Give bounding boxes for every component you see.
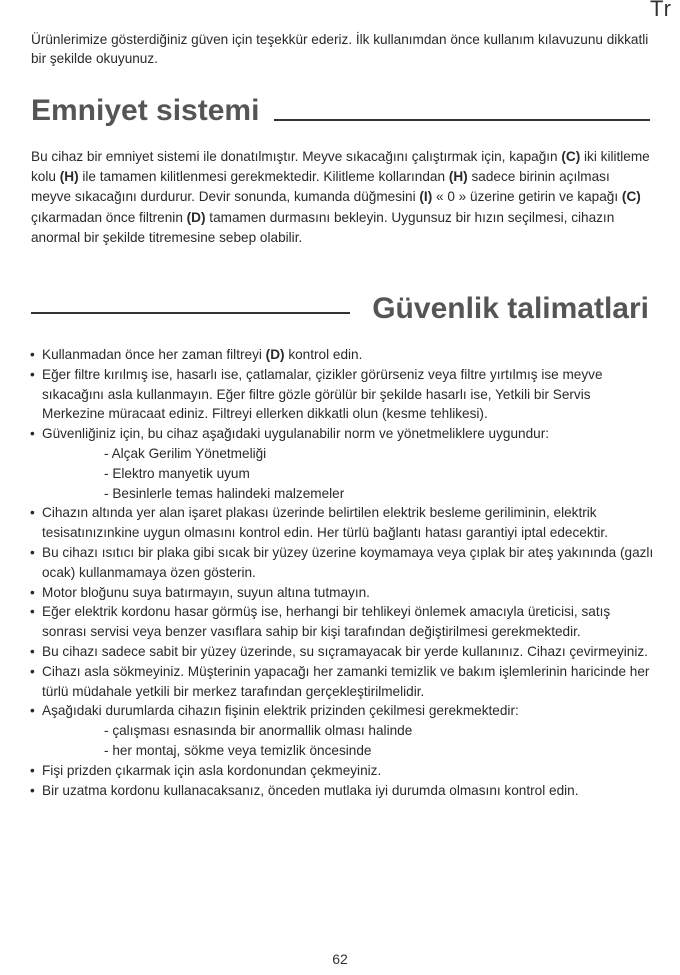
list-item: • Bu cihazı sadece sabit bir yüzey üzerinde, su sıçramayacak bir yerde kullanınız. Cihazı çevirmeyiniz. bbox=[31, 642, 656, 662]
list-item: • Eğer elektrik kordonu hasar görmüş ise, herhangi bir tehlikeyi önlemek amacıyla üreticisi, satış sonrası servisi veya benzer vasıflara sahip bir kişi tarafından değiştirilmesi gerekmektedir. bbox=[30, 604, 611, 640]
bullet: • bbox=[30, 347, 35, 362]
list-item: • Güvenliğiniz için, bu cihaz aşağıdaki uygulanabilir norm ve yönetmeliklere uygundur: - Alçak Gerilim Yönetmeliği - Elektro manyetik uyum - Besinlerle temas halindeki malzemeler bbox=[31, 424, 656, 503]
bullet: • bbox=[30, 544, 35, 560]
list-item: • Kullanmadan önce her zaman filtreyi (D) kontrol edin. bbox=[31, 345, 656, 365]
sub-item: - çalışması esnasında bir anormallik olması halinde bbox=[104, 723, 413, 739]
page-number: 62 bbox=[332, 951, 348, 967]
list-item: • Cihazı asla sökmeyiniz. Müşterinin yapacağı her zamanki temizlik ve bakım işlemlerinin haricinde her türlü müdahale yetkili bir merkez tarafından gerçekleştirilmelidir. bbox=[30, 663, 650, 699]
list-item: • Aşağıdaki durumlarda cihazın fişinin elektrik prizinden çekilmesi gerekmektedir: - çalışması esnasında bir anormallik olması halinde - her montaj, sökme veya temizlik öncesinde bbox=[31, 701, 656, 760]
bullet: • bbox=[30, 762, 35, 778]
bullet: • bbox=[30, 505, 35, 521]
intro-text: Ürünlerimize gösterdiğiniz güven için teşekkür ederiz. İlk kullanımdan önce kullanım kılavuzunu dikkatli bir şekilde okuyunuz. bbox=[31, 32, 649, 66]
safety-system-paragraph: Bu cihaz bir emniyet sistemi ile donatılmıştır. Meyve sıkacağını çalıştırmak için, kapağın (C) iki kilitleme kolu (H) ile tamamen kilitlenmesi gerekmektedir. Kilitleme kollarından (H) sadece birinin açılması meyve sıkacağını durdurur. Devir sonunda, kumanda düğmesini (I) « 0 » üzerine getirin ve kapağı (C) çıkarmadan önce filtrenin (D) tamamen durmasını bekleyin. Uygunsuz bir hızın seçilmesi, cihazın anormal bir şekilde titremesine sebep olabilir. bbox=[31, 149, 650, 245]
title-rule bbox=[274, 119, 650, 121]
section-title-safety-instructions: Güvenlik talimatlari bbox=[372, 292, 649, 325]
language-tag: Tr bbox=[650, 0, 672, 21]
bullet: • bbox=[30, 663, 35, 679]
bullet: • bbox=[30, 366, 35, 382]
title-rule bbox=[31, 312, 350, 314]
sub-item: - Alçak Gerilim Yönetmeliği bbox=[104, 445, 267, 461]
list-item: • Bir uzatma kordonu kullanacaksanız, önceden mutlaka iyi durumda olmasını kontrol edin. bbox=[31, 781, 656, 801]
bullet: • bbox=[30, 426, 35, 442]
sub-item: - Elektro manyetik uyum bbox=[104, 465, 250, 481]
bullet: • bbox=[30, 703, 35, 719]
list-item: • Motor bloğunu suya batırmayın, suyun altına tutmayın. bbox=[31, 583, 656, 603]
list-item: • Cihazın altında yer alan işaret plakası üzerinde belirtilen elektrik besleme geriliminin, elektrik tesisatınızınkine uygun olmasını kontrol edin. Her türlü bağlantı hatası garantiyi iptal edecektir. bbox=[30, 505, 608, 541]
bullet: • bbox=[30, 643, 35, 659]
list-item: • Bu cihazı ısıtıcı bir plaka gibi sıcak bir yüzey üzerine koymamaya veya çıplak bir ateş yakınında (gazlı ocak) kullanmamaya özen gösterin. bbox=[30, 544, 654, 580]
bullet: • bbox=[30, 604, 35, 620]
list-item: • Eğer filtre kırılmış ise, hasarlı ise, çatlamalar, çizikler görürseniz veya filtre yırtılmış ise meyve sıkacağını asla kullanmayın. Eğer filtre gözle görülür bir şekilde hasarlı ise, Yetkili bir Servis Merkezine müracaat ediniz. Filtreyi ellerken dikkatli olun (kesme tehlikesi). bbox=[30, 366, 603, 422]
section-title-safety-system: Emniyet sistemi bbox=[31, 94, 260, 127]
sub-item: - Besinlerle temas halindeki malzemeler bbox=[104, 485, 345, 501]
list-item: • Fişi prizden çıkarmak için asla kordonundan çekmeyiniz. bbox=[31, 761, 656, 781]
bullet: • bbox=[30, 782, 35, 798]
safety-instructions-list bbox=[31, 345, 656, 800]
sub-item: - her montaj, sökme veya temizlik öncesinde bbox=[104, 742, 372, 758]
bullet: • bbox=[30, 584, 35, 600]
